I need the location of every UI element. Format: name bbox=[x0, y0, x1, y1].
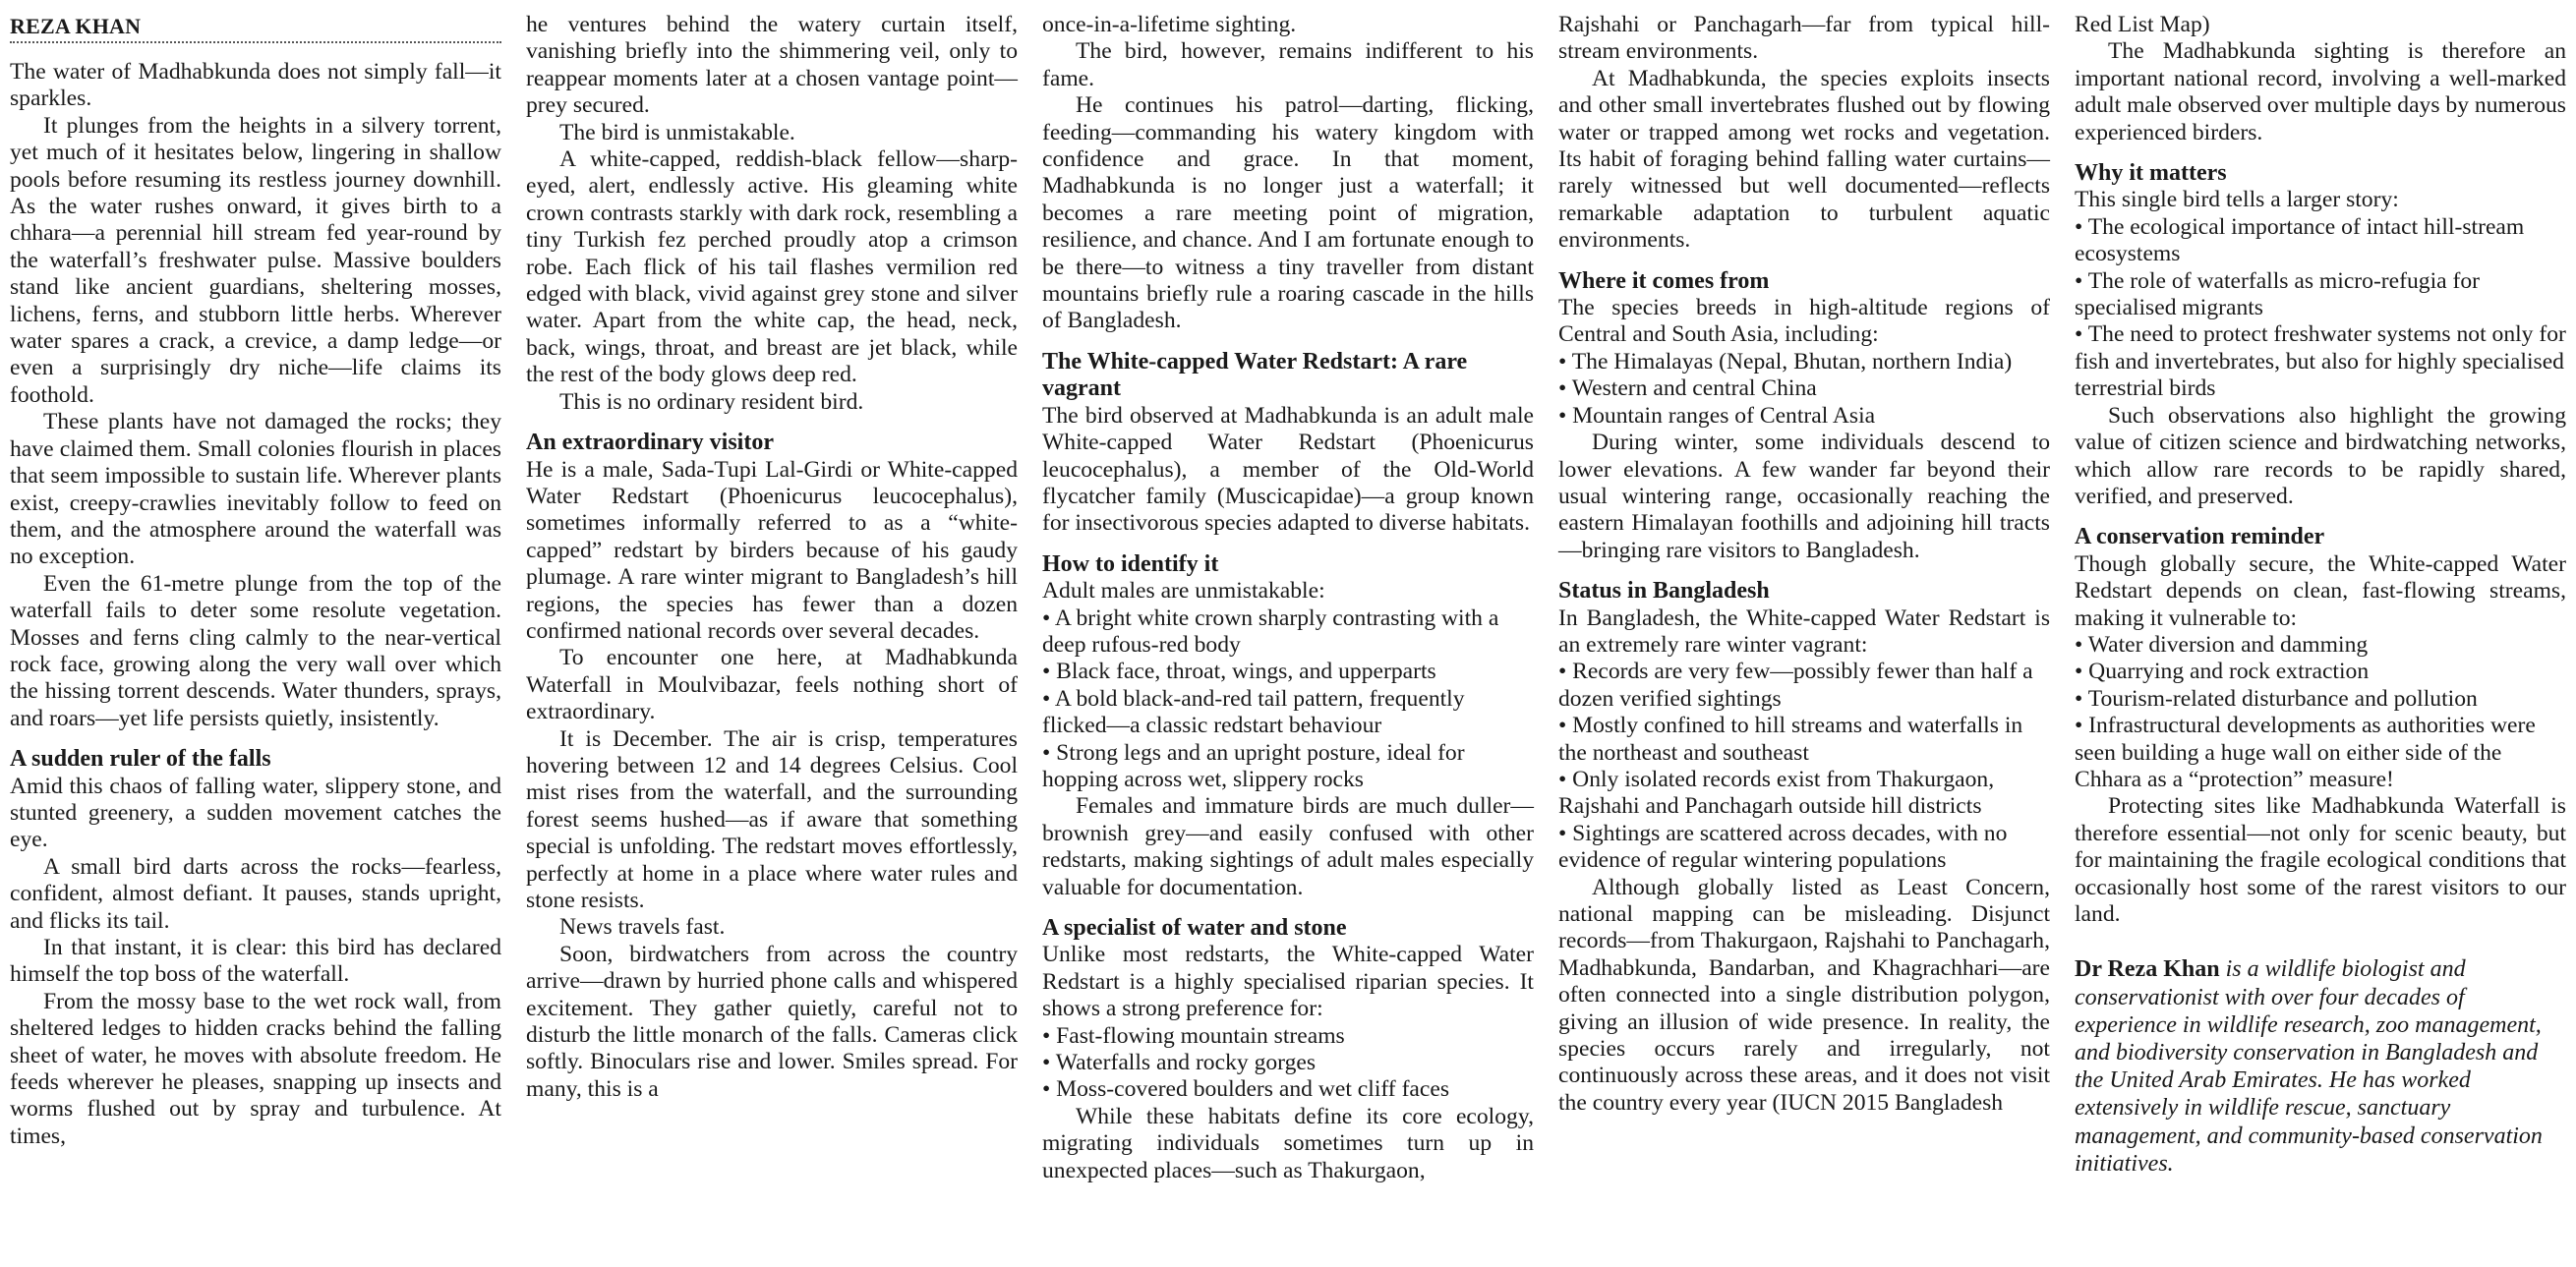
author-name: Dr Reza Khan bbox=[2075, 956, 2220, 983]
section-heading: How to identify it bbox=[1042, 550, 1219, 577]
paragraph: Amid this chaos of falling water, slippery stone, and stunted greenery, a sudden movement catches the eye. bbox=[10, 773, 501, 853]
paragraph: The bird observed at Madhabkunda is an adult male White-capped Water Redstart (Phoenicurus leucocephalus), a member of the Old-World flycatcher family (Muscicapidae)—a group known for insectivorous species adapted to diverse habitats. bbox=[1042, 402, 1534, 537]
paragraph: He is a male, Sada-Tupi Lal-Girdi or White-capped Water Redstart (Phoenicurus leucocephalus), sometimes informally referred to as a “white-capped” redstart by birders because of his gaudy plumage. A rare winter migrant to Bangladesh’s hill regions, the species has fewer than a dozen confirmed national records over several decades. bbox=[526, 456, 1018, 644]
paragraph: Although globally listed as Least Concern, national mapping can be misleading. Disjunct records—from Thakurgaon, Rajshahi to Panchagarh, Madhabkunda, Bandarban, and Khagrachhari—are often connected into a single distribution polygon, giving an illusion of wide presence. In reality, the species occurs rarely and irregularly, not continuously across these areas, and it does not visit the country every year (IUCN 2015 Bangladesh bbox=[1558, 874, 2050, 1116]
list-item: • Quarrying and rock extraction bbox=[2075, 659, 2370, 685]
list-item: • Moss-covered boulders and wet cliff faces bbox=[1042, 1076, 1450, 1103]
list-item: • The Himalayas (Nepal, Bhutan, northern India) bbox=[1558, 348, 2013, 374]
paragraph: These plants have not damaged the rocks; they have claimed them. Small colonies flourish in places that seem impossible to sustain life. Wherever plants exist, creepy-crawlies inevitably follow to feed on them, and the atmosphere around the waterfall was no exception. bbox=[10, 409, 501, 570]
column-3 bbox=[1042, 12, 1534, 1184]
paragraph: In that instant, it is clear: this bird has declared himself the top boss of the waterfall. bbox=[10, 935, 501, 988]
paragraph: From the mossy base to the wet rock wall, from sheltered ledges to hidden cracks behind the falling sheet of water, he moves with absolute freedom. He feeds wherever he pleases, snapping up insects and worms flushed out by spray and turbulence. At times, bbox=[10, 988, 501, 1149]
paragraph: A white-capped, reddish-black fellow—sharp-eyed, alert, endlessly active. His gleaming white crown contrasts starkly with dark rock, resembling a tiny Turkish fez perched proudly atop a crimson robe. Each flick of his tail flashes vermilion red edged with black, vivid against grey stone and silver water. Apart from the white cap, the head, neck, back, wings, throat, and breast are jet black, while the rest of the body glows deep red. bbox=[526, 146, 1018, 388]
paragraph: This is no ordinary resident bird. bbox=[559, 388, 864, 415]
paragraph: The water of Madhabkunda does not simply fall—it sparkles. bbox=[10, 59, 501, 112]
paragraph: The bird, however, remains indifferent to his fame. bbox=[1042, 38, 1534, 91]
paragraph: Such observations also highlight the growing value of citizen science and birdwatching networks, which allow rare records to be rapidly shared, verified, and preserved. bbox=[2075, 402, 2566, 509]
paragraph: It plunges from the heights in a silvery torrent, yet much of it hesitates below, lingering in shallow pools before resuming its restless journey downhill. As the water rushes onward, it gives birth to a chhara—a perennial hill stream fed year-round by the waterfall’s freshwater pulse. Massive boulders stand like ancient guardians, sheltering mosses, lichens, ferns, and stubborn little herbs. Wherever water spares a crack, a crevice, a damp ledge—or even a surprisingly dry niche—life claims its foothold. bbox=[10, 112, 501, 408]
section-heading: The White-capped Water Redstart: A rare vagrant bbox=[1042, 348, 1468, 402]
section-heading: A specialist of water and stone bbox=[1042, 915, 1347, 941]
list-item: • The role of waterfalls as micro-refugia for specialised migrants bbox=[2075, 267, 2481, 321]
author-bio-text: is a wildlife biologist and conservationist with over four decades of experience in wildlife research, zoo management, and biodiversity conservation in Bangladesh and the United Arab Emirates. He has worked extensively in wildlife rescue, sanctuary management, and community-based conservation initiatives. bbox=[2075, 956, 2543, 1177]
list-item: • Tourism-related disturbance and pollution bbox=[2075, 685, 2478, 712]
section-heading: Why it matters bbox=[2075, 160, 2227, 187]
paragraph: Red List Map) bbox=[2075, 12, 2210, 37]
list-item: • The need to protect freshwater systems not only for fish and invertebrates, but also for highly specialised terrestrial birds bbox=[2075, 321, 2566, 402]
section-heading: Where it comes from bbox=[1558, 267, 1770, 294]
list-item: • Western and central China bbox=[1558, 375, 1817, 402]
paragraph: In Bangladesh, the White-capped Water Redstart is an extremely rare winter vagrant: bbox=[1558, 605, 2050, 658]
paragraph: To encounter one here, at Madhabkunda Waterfall in Moulvibazar, feels nothing short of extraordinary. bbox=[526, 645, 1018, 725]
paragraph: Protecting sites like Madhabkunda Waterfall is therefore essential—not only for scenic beauty, but for maintaining the fragile ecological conditions that occasionally host some of the rarest visitors to our land. bbox=[2075, 793, 2566, 927]
list-item: • A bold black-and-red tail pattern, frequently flicked—a classic redstart behaviour bbox=[1042, 685, 1465, 739]
list-item: • Water diversion and damming bbox=[2075, 631, 2369, 658]
paragraph: once-in-a-lifetime sighting. bbox=[1042, 12, 1297, 37]
paragraph: The Madhabkunda sighting is therefore an important national record, involving a well-marked adult male observed over multiple days by numerous experienced birders. bbox=[2075, 38, 2566, 145]
list-item: • Records are very few—possibly fewer than half a dozen verified sightings bbox=[1558, 659, 2033, 712]
list-item: • Sightings are scattered across decades, with no evidence of regular wintering populations bbox=[1558, 820, 2008, 874]
section-heading: A sudden ruler of the falls bbox=[10, 746, 271, 773]
paragraph: It is December. The air is crisp, temperatures hovering between 12 and 14 degrees Celsius. Cool mist rises from the waterfall, and the surrounding forest seems hushed—as if aware that something special is unfolding. The redstart moves effortlessly, perfectly at home in a place where water rules and stone resists. bbox=[526, 725, 1018, 913]
paragraph: At Madhabkunda, the species exploits insects and other small invertebrates flushed out by flowing water or trapped among wet rocks and vegetation. Its habit of foraging behind falling water curtains—rarely witnessed but well documented—reflects remarkable adaptation to turbulent aquatic environments. bbox=[1558, 65, 2050, 254]
list-item: • The ecological importance of intact hill-stream ecosystems bbox=[2075, 213, 2525, 267]
paragraph: he ventures behind the watery curtain itself, vanishing briefly into the shimmering veil, only to reappear moments later at a chosen vantage point—prey secured. bbox=[526, 12, 1018, 119]
paragraph: This single bird tells a larger story: bbox=[2075, 187, 2399, 213]
list-item: • Infrastructural developments as authorities were seen building a huge wall on either side of the Chhara as a “protection” measure! bbox=[2075, 713, 2536, 792]
column-1 bbox=[10, 12, 501, 1150]
paragraph: Soon, birdwatchers from across the country arrive—drawn by hurried phone calls and whispered excitement. They gather quietly, careful not to disturb the little monarch of the falls. Cameras click softly. Binoculars rise and lower. Smiles spread. For many, this is a bbox=[526, 941, 1018, 1102]
list-item: • Mountain ranges of Central Asia bbox=[1558, 402, 1876, 429]
list-item: • Mostly confined to hill streams and waterfalls in the northeast and southeast bbox=[1558, 713, 2023, 766]
section-heading: An extraordinary visitor bbox=[526, 430, 774, 456]
column-2 bbox=[526, 12, 1018, 1103]
paragraph: The bird is unmistakable. bbox=[559, 119, 795, 145]
article-page bbox=[10, 12, 2566, 1260]
paragraph: The species breeds in high-altitude regions of Central and South Asia, including: bbox=[1558, 295, 2050, 348]
paragraph: Though globally secure, the White-capped Water Redstart depends on clean, fast-flowing streams, making it vulnerable to: bbox=[2075, 550, 2566, 631]
author-bio bbox=[2075, 955, 2566, 1178]
paragraph: During winter, some individuals descend to lower elevations. A few wander far beyond their usual wintering range, occasionally reaching the eastern Himalayan foothills and adjoining hill tracts—bringing rare visitors to Bangladesh. bbox=[1558, 430, 2050, 563]
paragraph: Adult males are unmistakable: bbox=[1042, 578, 1325, 605]
list-item: • Waterfalls and rocky gorges bbox=[1042, 1050, 1317, 1076]
paragraph: Rajshahi or Panchagarh—far from typical hill-stream environments. bbox=[1558, 12, 2050, 65]
paragraph: Females and immature birds are much duller—brownish grey—and easily confused with other redstarts, making sightings of adult males especially valuable for documentation. bbox=[1042, 793, 1534, 900]
paragraph: While these habitats define its core ecology, migrating individuals sometimes turn up in unexpected places—such as Thakurgaon, bbox=[1042, 1103, 1534, 1183]
paragraph: Even the 61-metre plunge from the top of the waterfall fails to deter some resolute vegetation. Mosses and ferns cling calmly to the near-vertical rock face, growing along the very wall over which the hissing torrent descends. Water thunders, sprays, and roars—yet life persists quietly, insistently. bbox=[10, 570, 501, 731]
byline: REZA KHAN bbox=[10, 12, 501, 43]
section-heading: A conservation reminder bbox=[2075, 524, 2325, 550]
paragraph: News travels fast. bbox=[559, 914, 726, 941]
list-item: • A bright white crown sharply contrasting with a deep rufous-red body bbox=[1042, 605, 1499, 658]
paragraph: He continues his patrol—darting, flicking, feeding—commanding his watery kingdom with confidence and grace. In that moment, Madhabkunda is no longer just a waterfall; it becomes a rare meeting point of migration, resilience, and chance. And I am fortunate enough to be there—to witness a tiny traveller from distant mountains briefly rule a roaring cascade in the hills of Bangladesh. bbox=[1042, 92, 1534, 334]
list-item: • Black face, throat, wings, and upperparts bbox=[1042, 659, 1436, 685]
list-item: • Fast-flowing mountain streams bbox=[1042, 1022, 1345, 1049]
list-item: • Only isolated records exist from Thakurgaon, Rajshahi and Panchagarh outside hill districts bbox=[1558, 766, 1995, 820]
list-item: • Strong legs and an upright posture, ideal for hopping across wet, slippery rocks bbox=[1042, 739, 1465, 792]
section-heading: Status in Bangladesh bbox=[1558, 578, 1770, 605]
column-4 bbox=[1558, 12, 2050, 1117]
column-5 bbox=[2075, 12, 2566, 1178]
paragraph: Unlike most redstarts, the White-capped Water Redstart is a highly specialised riparian species. It shows a strong preference for: bbox=[1042, 942, 1534, 1022]
paragraph: A small bird darts across the rocks—fearless, confident, almost defiant. It pauses, stands upright, and flicks its tail. bbox=[10, 853, 501, 934]
